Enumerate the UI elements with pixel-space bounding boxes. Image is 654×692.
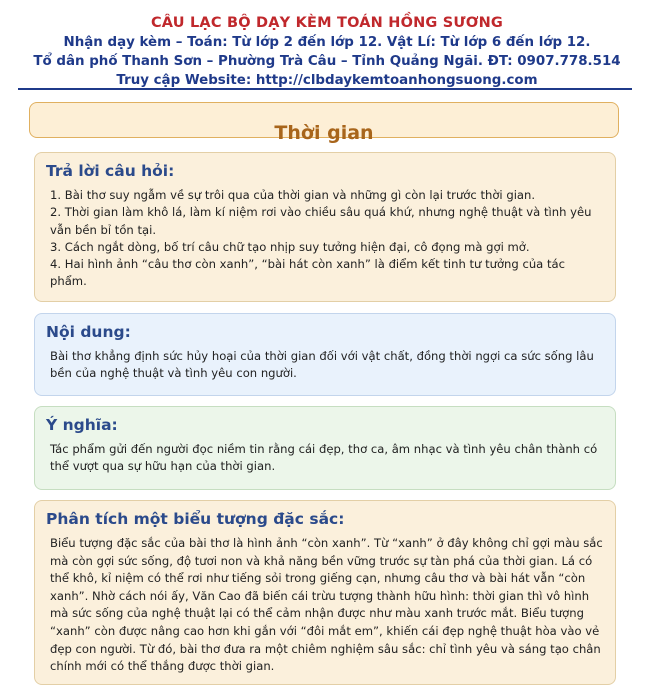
section-meaning — [34, 406, 616, 490]
section-heading: Trả lời câu hỏi: — [46, 162, 175, 180]
answer-item: 3. Cách ngắt dòng, bố trí câu chữ tạo nhịp suy tưởng hiện đại, cô đọng mà gợi mở. — [50, 239, 530, 254]
header-website: Truy cập Website: http://clbdaykemtoanhongsuong.com — [116, 73, 538, 88]
header-address: Tổ dân phố Thanh Sơn – Phường Trà Câu – Tỉnh Quảng Ngãi. ĐT: 0907.778.514 — [33, 54, 621, 69]
section-text: Bài thơ khẳng định sức hủy hoại của thời gian đối với vật chất, đồng thời ngợi ca sức sống lâu bền của nghệ thuật và tình yêu con người. — [50, 349, 594, 381]
section-text: Biểu tượng đặc sắc của bài thơ là hình ảnh “còn xanh”. Từ “xanh” ở đây không chỉ gợi màu sắc mà còn gợi sức sống, độ tươi non và khả năng bền vững trước sự tàn phá của thời gian. Lá có thể khô, kỉ niệm có thể rơi như tiếng sỏi trong giếng cạn, nhưng câu thơ và bài hát vẫn “còn xanh”. Nhờ cách nói ấy, Văn Cao đã biến cái trừu tượng thành hữu hình: thời gian thì vô hình mà sức sống của nghệ thuật lại có thể cảm nhận được như màu xanh trước mắt. Biểu tượng “xanh” còn được nâng cao hơn khi gắn với “đôi mắt em”, khiến cái đẹp nghệ thuật hòa vào vẻ đẹp con người. Từ đó, bài thơ đưa ra một chiêm nghiệm sâu sắc: chỉ tình yêu và sáng tạo chân chính mới có thể thắng được thời gian. — [50, 536, 603, 674]
section-heading: Phân tích một biểu tượng đặc sắc: — [46, 510, 345, 528]
title-banner — [29, 102, 619, 144]
section-text: Tác phẩm gửi đến người đọc niềm tin rằng cái đẹp, thơ ca, âm nhạc và tình yêu chân thành có thể vượt qua sự hữu hạn của thời gian. — [50, 442, 598, 474]
answer-item: 2. Thời gian làm khô lá, làm kí niệm rơi vào chiều sâu quá khứ, nhưng nghệ thuật và tình yêu vẫn bền bỉ tồn tại. — [50, 205, 592, 237]
section-answers — [34, 152, 616, 302]
page-title: Thời gian — [274, 122, 374, 144]
page-header — [0, 0, 654, 90]
answer-item: 4. Hai hình ảnh “câu thơ còn xanh”, “bài hát còn xanh” là điểm kết tinh tư tưởng của tác phẩm. — [50, 257, 565, 289]
answer-item: 1. Bài thơ suy ngẫm về sự trôi qua của thời gian và những gì còn lại trước thời gian. — [50, 188, 536, 202]
header-services: Nhận dạy kèm – Toán: Từ lớp 2 đến lớp 12. Vật Lí: Từ lớp 6 đến lớp 12. — [63, 35, 591, 50]
section-content — [34, 313, 616, 396]
section-symbol-analysis — [34, 500, 616, 685]
section-heading: Nội dung: — [46, 323, 131, 341]
section-heading: Ý nghĩa: — [46, 416, 118, 434]
club-name: CÂU LẠC BỘ DẠY KÈM TOÁN HỒNG SƯƠNG — [150, 15, 504, 31]
header-divider — [18, 88, 632, 90]
